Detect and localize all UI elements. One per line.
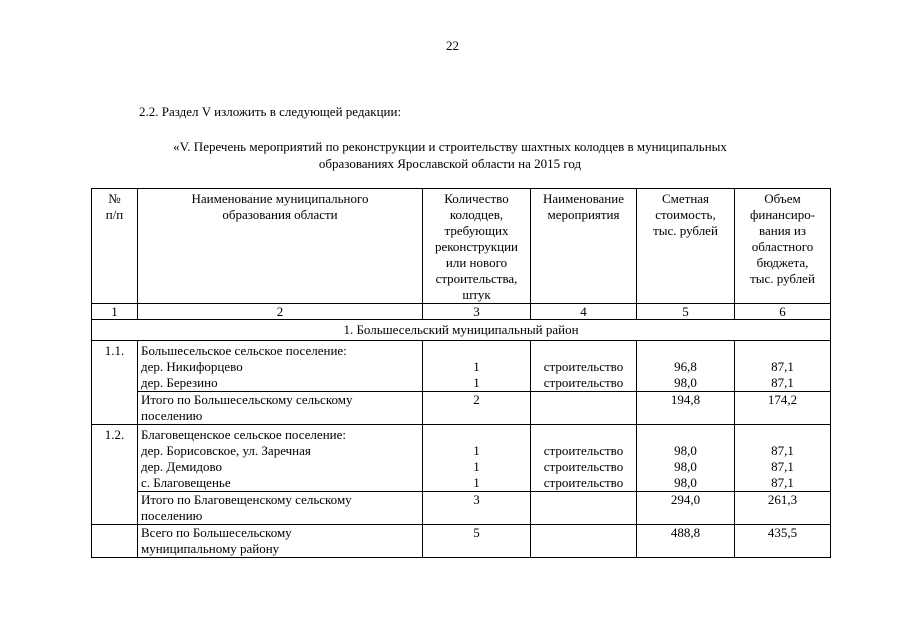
subtotal-cost: 294,0 (637, 492, 735, 525)
cost-cell: 98,0 98,0 98,0 (637, 425, 735, 492)
cost-cell: 96,8 98,0 (637, 341, 735, 392)
header-num: № п/п (92, 189, 138, 304)
header-activity: Наименование мероприятия (531, 189, 637, 304)
section-row (92, 320, 831, 341)
subtotal-cost: 194,8 (637, 392, 735, 425)
header-cost: Сметная стоимость, тыс. рублей (637, 189, 735, 304)
header-funding: Объем финансиро- вания из областного бюджета, тыс. рублей (735, 189, 831, 304)
measures-table (91, 188, 831, 558)
grand-total-funding: 435,5 (735, 525, 831, 558)
activity-cell: строительство строительство строительство (531, 425, 637, 492)
qty-cell: 1 1 1 (423, 425, 531, 492)
funding-cell: 87,1 87,1 87,1 (735, 425, 831, 492)
subtotal-qty: 3 (423, 492, 531, 525)
grand-total-activity (531, 525, 637, 558)
grand-total-num (92, 525, 138, 558)
heading-line-1: «V. Перечень мероприятий по реконструкции и строительству шахтных колодцев в муниципальных (173, 139, 727, 154)
funding-cell: 87,1 87,1 (735, 341, 831, 392)
grand-total-qty: 5 (423, 525, 531, 558)
subtotal-label: Итого по Благовещенскому сельскому поселению (138, 492, 423, 525)
page-number: 22 (446, 38, 459, 53)
table-row (92, 425, 831, 492)
group-items: Благовещенское сельское поселение: дер. Борисовское, ул. Заречная дер. Демидово с. Благовещенье (138, 425, 423, 492)
header-name: Наименование муниципального образования области (138, 189, 423, 304)
subtotal-funding: 174,2 (735, 392, 831, 425)
grand-total-label: Всего по Большесельскому муниципальному району (138, 525, 423, 558)
subtotal-funding: 261,3 (735, 492, 831, 525)
group-number: 1.1. (92, 341, 138, 425)
col-number: 2 (138, 304, 423, 320)
heading-line-2: образованиях Ярославской области на 2015 год (318, 156, 582, 171)
qty-cell: 1 1 (423, 341, 531, 392)
col-number: 1 (92, 304, 138, 320)
intro-text: 2.2. Раздел V изложить в следующей редакции: (139, 104, 402, 119)
grand-total-row (92, 525, 831, 558)
col-number: 5 (637, 304, 735, 320)
column-number-row (92, 304, 831, 320)
group-number: 1.2. (92, 425, 138, 525)
activity-cell: строительство строительство (531, 341, 637, 392)
header-qty: Количество колодцев, требующих реконструкции или нового строительства, штук (423, 189, 531, 304)
col-number: 4 (531, 304, 637, 320)
group-items: Большесельское сельское поселение: дер. Никифорцево дер. Березино (138, 341, 423, 392)
document-heading (100, 138, 800, 172)
col-number: 3 (423, 304, 531, 320)
subtotal-qty: 2 (423, 392, 531, 425)
col-number: 6 (735, 304, 831, 320)
table-row (92, 341, 831, 392)
subtotal-label: Итого по Большесельскому сельскому поселению (138, 392, 423, 425)
grand-total-cost: 488,8 (637, 525, 735, 558)
table-header-row (92, 189, 831, 304)
subtotal-activity (531, 492, 637, 525)
section-title: 1. Большесельский муниципальный район (92, 320, 831, 341)
subtotal-row (92, 492, 831, 525)
subtotal-activity (531, 392, 637, 425)
subtotal-row (92, 392, 831, 425)
